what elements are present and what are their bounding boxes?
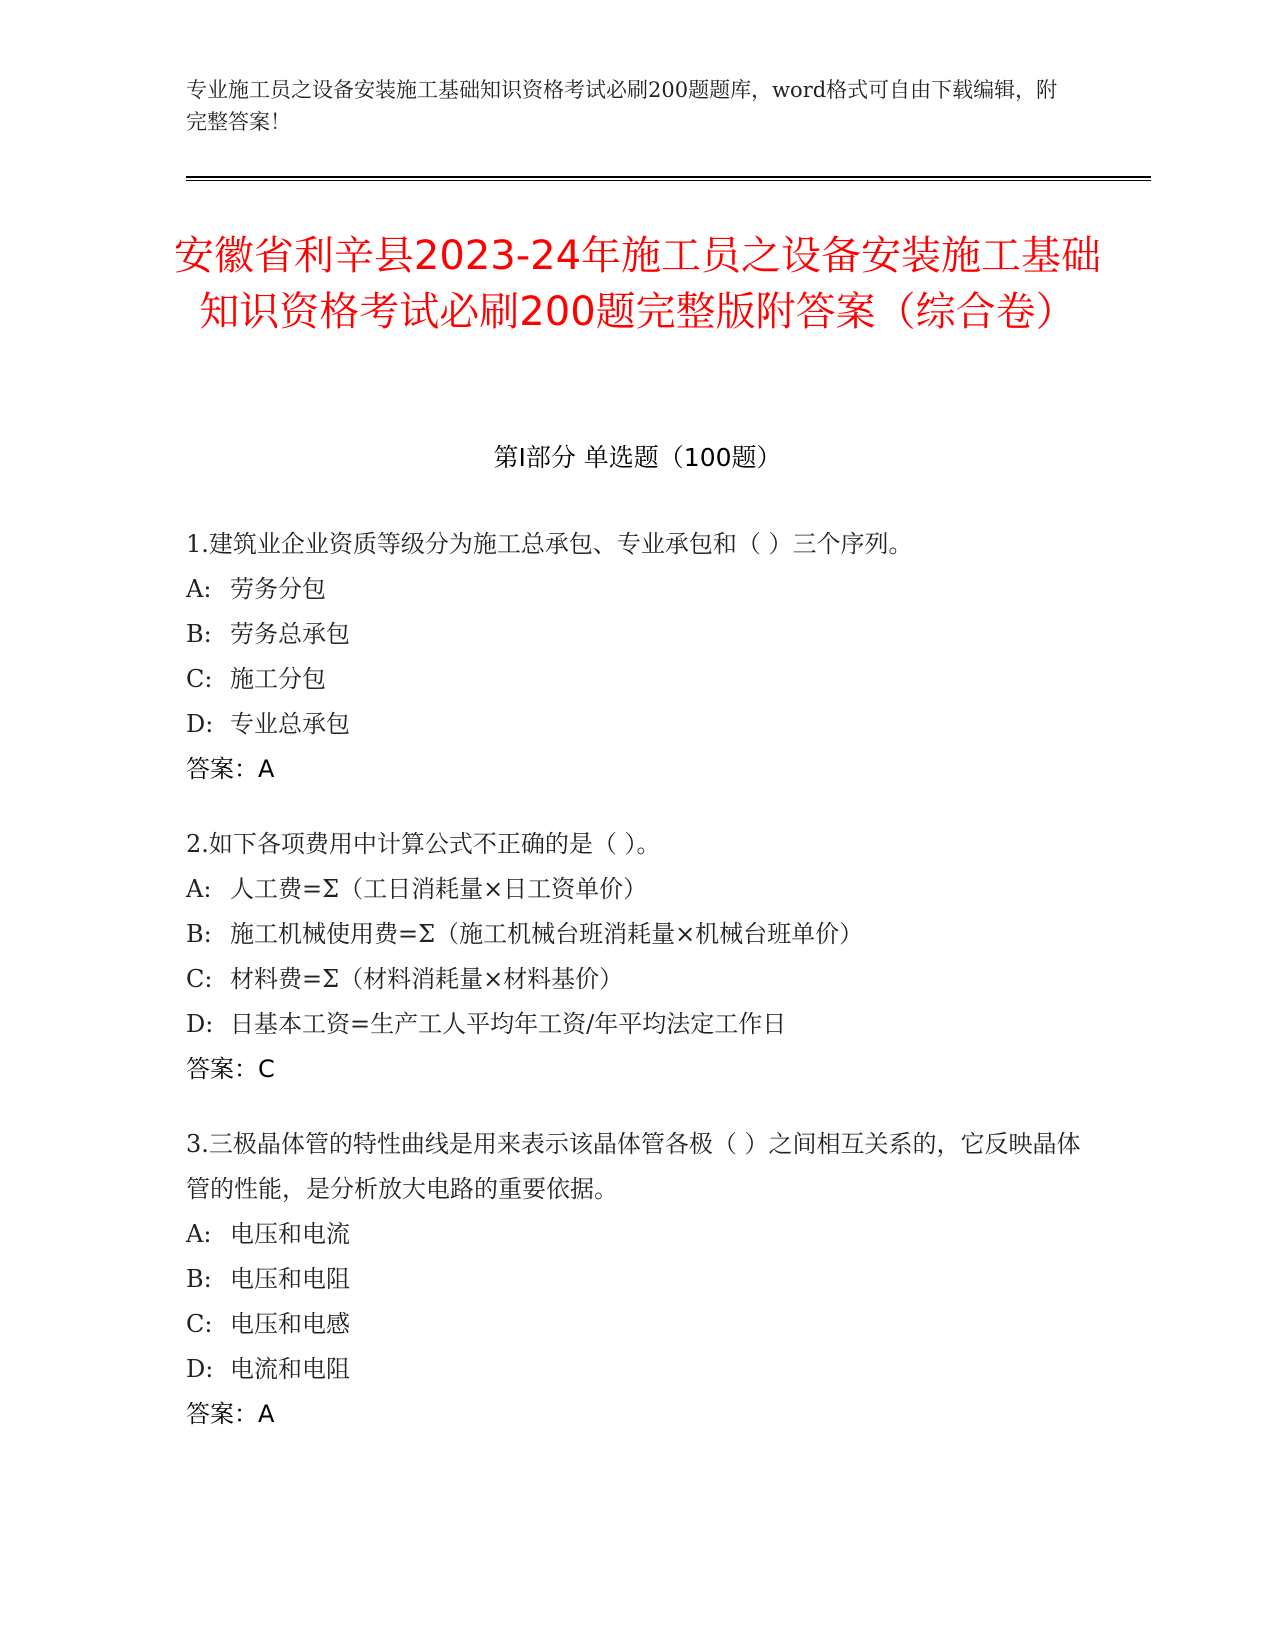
option-a <box>186 1212 1086 1257</box>
option-text: 劳务分包 <box>230 575 326 603</box>
question-stem: 3.三极晶体管的特性曲线是用来表示该晶体管各极（ ）之间相互关系的，它反映晶体管的性能，是分析放大电路的重要依据。 <box>186 1130 1081 1203</box>
question-1 <box>186 522 1086 792</box>
option-key: B: <box>186 620 212 648</box>
option-key: A: <box>186 1220 212 1248</box>
option-key: D: <box>186 1010 214 1038</box>
option-text: 人工费=Σ（工日消耗量×日工资单价） <box>230 875 648 903</box>
option-key: A: <box>186 875 212 903</box>
option-d <box>186 702 1086 747</box>
option-text: 电压和电流 <box>230 1220 350 1248</box>
question-stem: 1.建筑业企业资质等级分为施工总承包、专业承包和（ ）三个序列。 <box>186 530 913 558</box>
question-list <box>186 522 1086 1467</box>
option-b <box>186 912 1086 957</box>
header-divider <box>186 176 1151 181</box>
header-note: 专业施工员之设备安装施工基础知识资格考试必刷200题题库，word格式可自由下载编辑，附完整答案！ <box>186 78 1058 134</box>
option-text: 施工机械使用费=Σ（施工机械台班消耗量×机械台班单价） <box>230 920 864 948</box>
option-b <box>186 1257 1086 1302</box>
option-text: 材料费=Σ（材料消耗量×材料基价） <box>230 965 624 993</box>
option-text: 劳务总承包 <box>230 620 350 648</box>
option-key: D: <box>186 1355 214 1383</box>
option-key: B: <box>186 1265 212 1293</box>
option-c <box>186 657 1086 702</box>
option-key: B: <box>186 920 212 948</box>
answer-line: 答案：A <box>186 755 275 783</box>
question-stem: 2.如下各项费用中计算公式不正确的是（ ）。 <box>186 830 661 858</box>
option-c <box>186 1302 1086 1347</box>
option-b <box>186 612 1086 657</box>
option-text: 电流和电阻 <box>230 1355 350 1383</box>
option-text: 电压和电感 <box>230 1310 350 1338</box>
option-text: 电压和电阻 <box>230 1265 350 1293</box>
question-3 <box>186 1122 1086 1437</box>
option-key: C: <box>186 1310 213 1338</box>
option-d <box>186 1347 1086 1392</box>
option-d <box>186 1002 1086 1047</box>
option-text: 日基本工资=生产工人平均年工资/年平均法定工作日 <box>230 1010 787 1038</box>
option-text: 专业总承包 <box>230 710 350 738</box>
option-key: D: <box>186 710 214 738</box>
option-a <box>186 567 1086 612</box>
document-title: 安徽省利辛县2023-24年施工员之设备安装施工基础知识资格考试必刷200题完整版附答案（综合卷） <box>173 233 1102 335</box>
option-a <box>186 867 1086 912</box>
option-key: A: <box>186 575 212 603</box>
option-text: 施工分包 <box>230 665 326 693</box>
option-key: C: <box>186 665 213 693</box>
answer-line: 答案：A <box>186 1400 275 1428</box>
answer-line: 答案：C <box>186 1055 275 1083</box>
question-2 <box>186 822 1086 1092</box>
section-heading: 第Ⅰ部分 单选题（100题） <box>493 443 782 472</box>
option-c <box>186 957 1086 1002</box>
option-key: C: <box>186 965 213 993</box>
